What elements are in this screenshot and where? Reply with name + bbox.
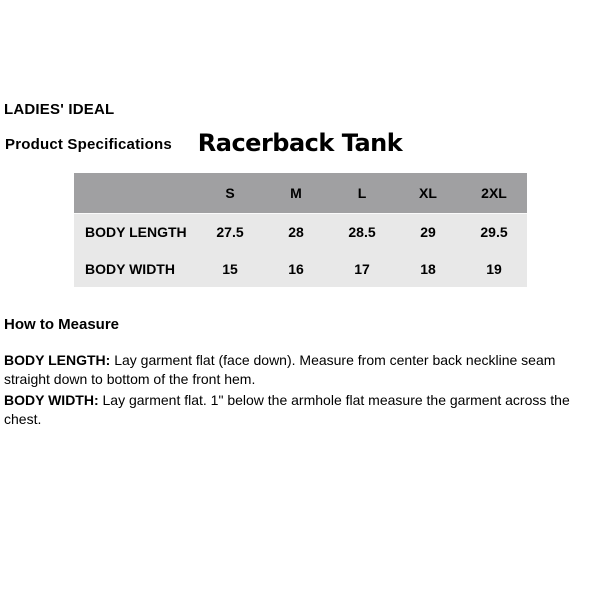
table-cell: 28.5 [348,223,376,240]
section-label: Product Specifications [5,136,172,153]
table-cell: 29 [420,223,436,240]
table-cell: 27.5 [216,223,244,240]
instruction-body-length [4,351,598,389]
instruction-text-body-length: Lay garment flat (face down). Measure from center back neckline seam straight down to bottom of the front hem. [4,352,556,387]
instruction-text-body-width: Lay garment flat. 1" below the armhole flat measure the garment across the chest. [4,392,570,427]
how-to-measure-heading: How to Measure [4,316,120,333]
brand-title: LADIES' IDEAL [4,101,115,118]
column-header-l: L [329,173,395,213]
instruction-term-body-width: BODY WIDTH: [4,392,99,408]
column-header-s: S [197,173,263,213]
measure-instructions [4,351,598,431]
table-row-body-width [74,250,527,287]
row-label: BODY WIDTH [85,260,175,277]
size-spec-table [74,173,527,287]
table-cell: 19 [486,260,502,277]
table-cell: 17 [354,260,370,277]
instruction-body-width [4,391,598,429]
column-header-2xl: 2XL [461,173,527,213]
table-cell: 18 [420,260,436,277]
table-cell: 16 [288,260,304,277]
product-title: Racerback Tank [197,129,403,157]
table-cell: 15 [222,260,238,277]
table-row-body-length [74,213,527,250]
column-header-m: M [263,173,329,213]
corner-cell [74,173,197,213]
instruction-term-body-length: BODY LENGTH: [4,352,111,368]
row-label: BODY LENGTH [85,223,187,240]
table-header-row [74,173,527,213]
table-cell: 28 [288,223,304,240]
table-cell: 29.5 [480,223,508,240]
column-header-xl: XL [395,173,461,213]
